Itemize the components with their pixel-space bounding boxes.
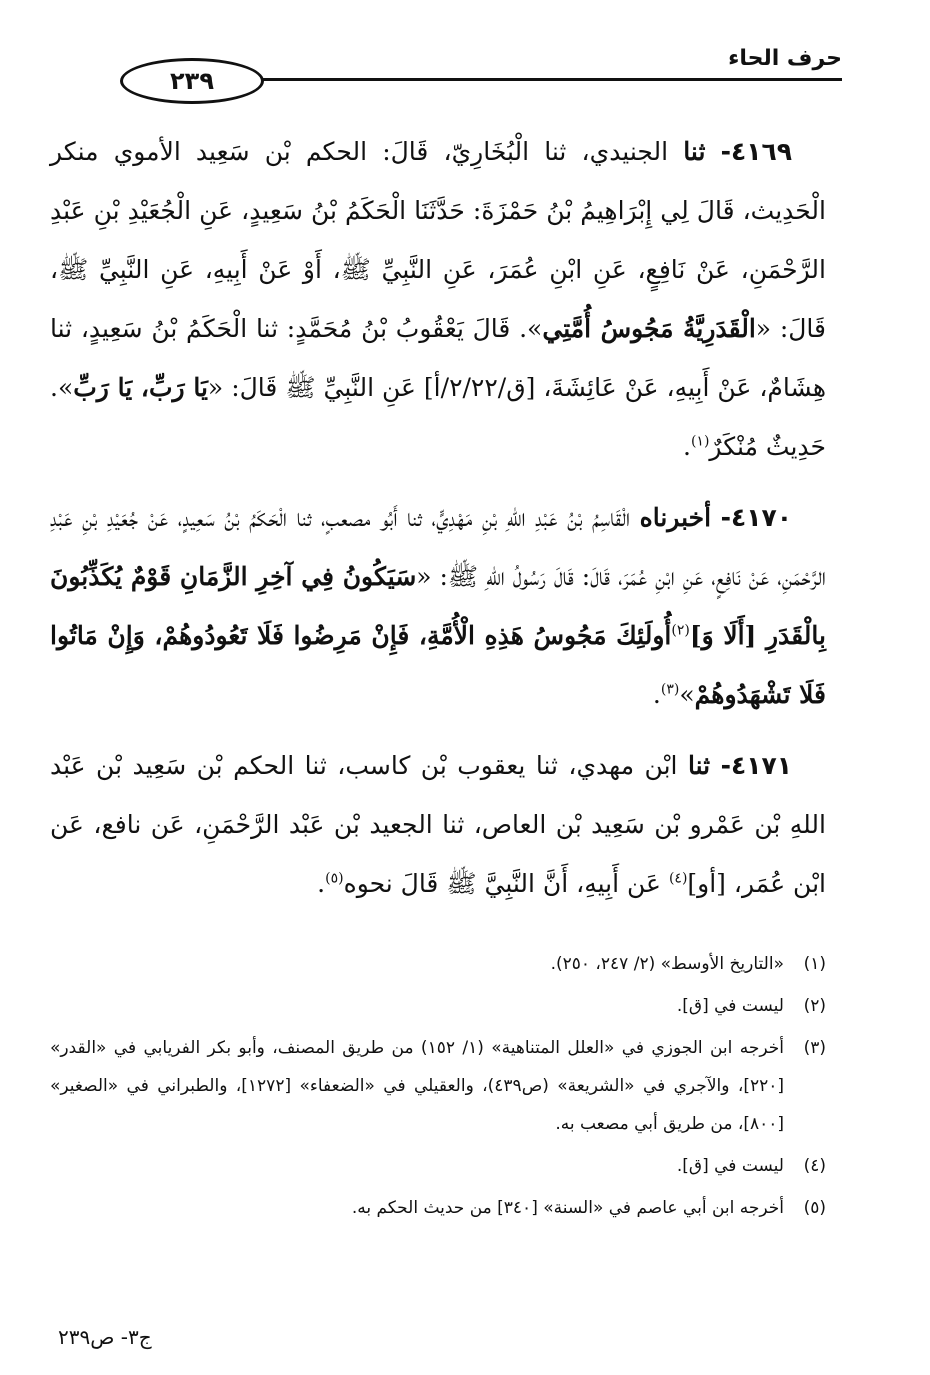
footnote-3 [50,1029,826,1143]
entry-lead: أخبرناه [639,503,712,532]
footnote-text: ليست في [ق]. [676,996,784,1016]
entry-number: ٤١٧١- [720,751,792,780]
main-text [50,122,826,925]
hadith-quote-b: أُولَئِكَ مَجُوسُ هَذِهِ الْأُمَّةِ، فَإِنْ مَرِضُوا فَلَا تَعُودُوهُمْ، وَإِنْ مَاتُوا فَلَا تَشْهَدُوهُمْ [50,621,826,709]
entry-text: الْقَاسِمُ بْنُ عَبْدِ اللهِ بْنِ مَهْدِيٍّ، ثنا أَبُو مصعبٍ، ثنا الْحَكَمُ بْنُ سَعِيدٍ، عَنْ جُعَيْدِ بْنِ عَبْدِ الرَّحْمَنِ، عَنْ نَافِعٍ، عَنِ ابْنِ عُمَرَ، قَالَ: قَالَ رَسُولُ اللهِ ﷺ: « [50,503,826,591]
footnote-ref: (٤) [668,870,688,887]
entry-number: ٤١٦٩- [720,137,793,166]
page-footer: ج٣- ص٢٣٩ [58,1325,152,1349]
entry-text: الجنيدي، ثنا الْبُخَارِيّ، قَالَ: الحكم بْن سَعِيد الأموي منكر الْحَدِيث، قَالَ لِي إِبْرَاهِيمُ بْنُ حَمْزَةَ: حَدَّثَنَا الْحَكَمُ بْنُ سَعِيدٍ، عَنِ الْجُعَيْدِ بْنِ عَبْدِ الرَّحْمَنِ، عَنْ نَافِعٍ، عَنِ ابْنِ عُمَرَ، عَنِ النَّبِيِّ ﷺ، أَوْ عَنْ أَبِيهِ، عَنِ النَّبِيِّ ﷺ، قَالَ: « [50,137,826,343]
footnote-number: (٤) [803,1156,826,1176]
entry-text-2: » [679,680,695,709]
hadith-quote: سَيَكُونُ فِي آخِرِ الزَّمَانِ قَوْمٌ يُكَذِّبُونَ بِالْقَدَرِ [أَلَا وَ] [50,562,826,650]
page-number-oval [120,58,264,104]
footnotes [50,945,826,1231]
entry-4170 [50,488,826,724]
footnote-text: أخرجه ابن الجوزي في «العلل المتناهية» (١/ ١٥٢) من طريق المصنف، وأبو بكر الفريابي في «القدر» [٢٢٠]، والآجري في «الشريعة» (ص٤٣٩)، والعقيلي في «الضعفاء» [١٢٧٢]، والطبراني في «الصغير» [٨٠٠]، من طريق أبي مصعب به. [50,1038,784,1134]
hadith-quote: الْقَدَرِيَّةُ مَجُوسُ أُمَّتِي [542,314,756,343]
footnote-number: (٢) [803,996,826,1016]
footnote-ref: (٢) [671,622,690,639]
header-rule [208,78,842,81]
footnote-text: «التاريخ الأوسط» (٢/ ٢٤٧، ٢٥٠). [550,954,784,974]
footnote-5 [50,1189,826,1227]
entry-lead: ثنا [683,137,706,166]
entry-end: . [317,869,326,898]
footnote-ref: (١) [690,433,710,450]
entry-4169 [50,122,826,476]
footnote-text: ليست في [ق]. [676,1156,784,1176]
footnote-ref: (٥) [325,870,344,887]
entry-end: . [652,680,661,709]
chapter-title: حرف الحاء [728,46,842,71]
footnote-number: (٥) [803,1198,826,1218]
page-number: ٢٣٩ [170,67,214,95]
entry-number: ٤١٧٠- [720,503,792,532]
entry-text-3: ». حَدِيثٌ مُنْكَرٌ [50,373,826,461]
entry-text-2: ». قَالَ يَعْقُوبُ بْنُ مُحَمَّدٍ: ثنا الْحَكَمُ بْنُ سَعِيدٍ، ثنا هِشَامٌ، عَنْ أَبِيهِ، عَنْ عَائِشَةَ، [ق/٢/٢٢/أ] عَنِ النَّبِيِّ ﷺ قَالَ: « [50,314,827,402]
hadith-quote-2: يَا رَبِّ، يَا رَبِّ [73,373,208,402]
footnote-number: (٣) [803,1038,826,1058]
footnote-4 [50,1147,826,1185]
footnote-ref: (٣) [660,681,680,698]
page-header [58,40,842,100]
footnote-number: (١) [803,954,826,974]
footnote-text: أخرجه ابن أبي عاصم في «السنة» [٣٤٠] من حديث الحكم به. [351,1198,784,1218]
entry-text-2: عَن أَبِيهِ، أَنَّ النَّبِيَّ ﷺ قَالَ نحوه [343,869,661,898]
entry-lead: ثنا [687,751,711,780]
footnote-2 [50,987,826,1025]
footnote-1 [50,945,826,983]
entry-4171 [50,736,826,913]
entry-text: ابْن مهدي، ثنا يعقوب بْن كاسب، ثنا الحكم بْن سَعِيد بْن عَبْد اللهِ بْن عَمْرو بْن سَعِيد بْن العاص، ثنا الجعيد بْن عَبْد الرَّحْمَنِ، عَن نافع، عَن ابْن عُمَر، [أو] [50,751,826,898]
entry-end: . [683,432,691,461]
